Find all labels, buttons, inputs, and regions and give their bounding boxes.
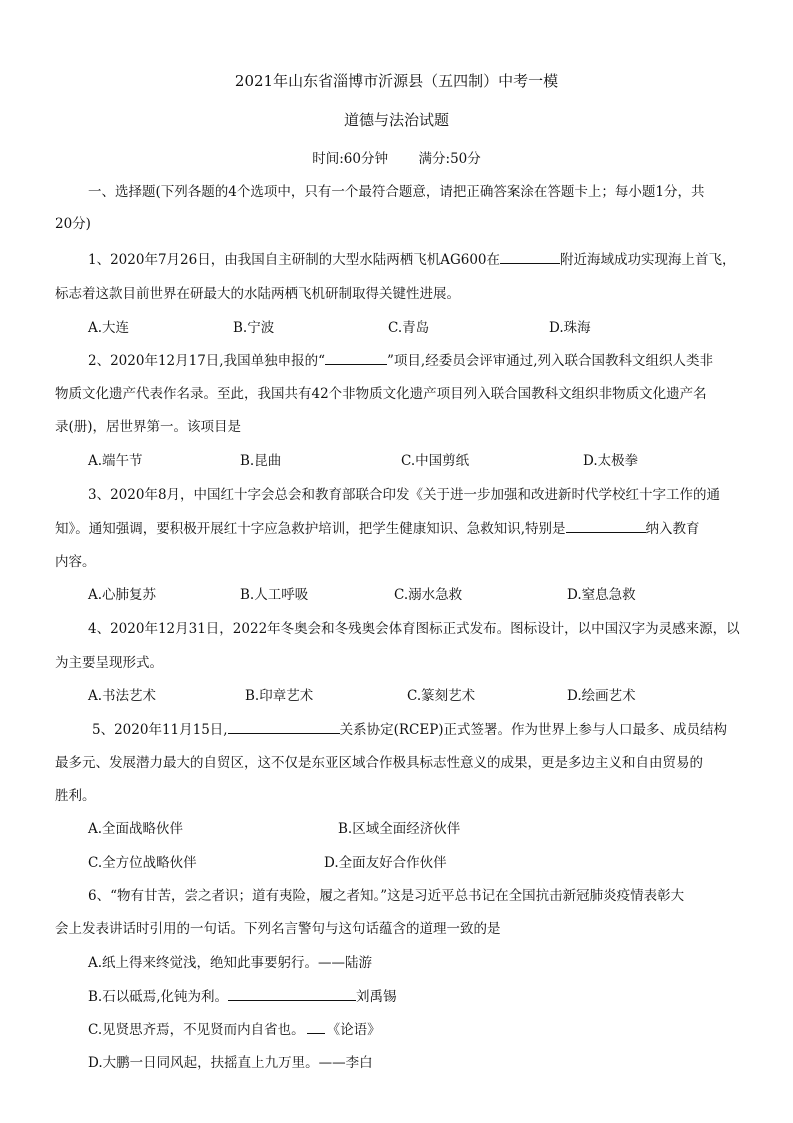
q3-line2 (55, 517, 745, 537)
q4-option-a: A.书法艺术 (88, 688, 157, 704)
q6-option-c (88, 1018, 381, 1038)
section-1-heading-line2: 20分) (55, 216, 91, 232)
q3-blank (566, 520, 646, 533)
q4-line2: 为主要呈现形式。 (55, 655, 163, 671)
q2-line2: 物质文化遗产代表作名录。至此，我国共有42个非物质文化遗产项目列入联合国教科文组织非物质文化遗产名 (55, 386, 707, 402)
subject-title: 道德与法治试题 (343, 111, 449, 129)
q4-option-d: D.绘画艺术 (567, 688, 636, 704)
time-score-line (0, 147, 793, 167)
q3-line1: 3、2020年8月，中国红十字会总会和教育部联合印发《关于进一步加强和改进新时代学校红十字工作的通 (88, 487, 721, 503)
q2-option-a: A.端午节 (88, 453, 143, 469)
q6-option-b (88, 985, 397, 1005)
q5-line2: 最多元、发展潜力最大的自贸区，这不仅是东亚区域合作极具标志性意义的成果，更是多边主义和自由贸易的 (55, 755, 703, 771)
q5-option-d: D.全面友好合作伙伴 (324, 855, 447, 871)
q3-text-a: 知》。通知强调，要积极开展红十字应急救护培训，把学生健康知识、急救知识,特别是 (55, 521, 566, 537)
q1-blank (500, 251, 560, 264)
q1-option-a: A.大连 (88, 320, 130, 336)
q3-option-c: C.溺水急救 (394, 587, 463, 603)
q1-option-d: D.珠海 (549, 320, 591, 336)
q4-line1: 4、2020年12月31日，2022年冬奥会和冬残奥会体育图标正式发布。图标设计，以中国汉字为灵感来源，以 (88, 621, 740, 637)
q3-option-a: A.心肺复苏 (88, 587, 157, 603)
q6-option-a: A.纸上得来终觉浅，绝知此事要躬行。——陆游 (88, 955, 373, 971)
exam-time: 时间:60分钟 (312, 151, 388, 167)
q6-option-d: D.大鹏一日同风起，扶摇直上九万里。——李白 (88, 1055, 373, 1071)
q5-blank (228, 721, 340, 734)
q4-option-b: B.印章艺术 (245, 688, 314, 704)
q1-option-c: C.青岛 (388, 320, 430, 336)
q2-text-a: 2、2020年12月17日,我国单独申报的“ (88, 353, 325, 369)
q5-line3: 胜利。 (55, 788, 96, 804)
q1-option-b: B.宁波 (233, 320, 275, 336)
q2-line3: 录(册)，居世界第一。该项目是 (55, 419, 242, 435)
q6-line1: 6、“物有甘苦，尝之者识；道有夷险，履之者知。”这是习近平总书记在全国抗击新冠肺炎疫情表彰大 (88, 888, 685, 904)
q1-text-b: 附近海域成功实现海上首飞， (560, 252, 736, 268)
q6-line2: 会上发表讲话时引用的一句话。下列名言警句与这句话蕴含的道理一致的是 (55, 921, 501, 937)
q5-option-c: C.全方位战略伙伴 (88, 855, 197, 871)
q2-option-c: C.中国剪纸 (401, 453, 470, 469)
q6-option-c-text: C.见贤思齐焉，不见贤而内自省也。 (88, 1022, 305, 1038)
q6-option-b-author: 刘禹锡 (356, 989, 397, 1005)
q4-option-c: C.篆刻艺术 (407, 688, 476, 704)
q3-line3: 内容。 (55, 554, 96, 570)
section-1-heading-line1: 一、选择题(下列各题的4个选项中，只有一个最符合题意，请把正确答案涂在答题卡上；每小题1分，共 (88, 184, 705, 200)
q5-text-a: 5、2020年11月15日, (92, 722, 228, 738)
q2-line1 (88, 349, 778, 369)
q1-text-a: 1、2020年7月26日，由我国自主研制的大型水陆两栖飞机AG600在 (88, 252, 501, 268)
q1-line2: 标志着这款目前世界在研最大的水陆两栖飞机研制取得关键性进展。 (55, 286, 460, 302)
q6-option-b-text: B.石以砥焉,化钝为利。 (88, 989, 229, 1005)
exam-score: 满分:50分 (418, 151, 481, 167)
q6-option-b-blank (228, 988, 356, 1001)
q1-line1 (88, 248, 778, 268)
q6-option-c-source: 《论语》 (326, 1022, 381, 1038)
q5-line1 (92, 718, 782, 738)
q5-option-a: A.全面战略伙伴 (88, 821, 184, 837)
q2-blank (325, 352, 387, 365)
q6-option-c-blank (307, 1021, 325, 1034)
q3-text-b: 纳入教育 (645, 521, 700, 537)
q2-text-b: ”项目,经委员会评审通过,列入联合国教科文组织人类非 (387, 353, 713, 369)
q5-text-b: 关系协定(RCEP)正式签署。作为世界上参与人口最多、成员结构 (339, 722, 728, 738)
q2-option-d: D.太极拳 (583, 453, 639, 469)
exam-title: 2021年山东省淄博市沂源县（五四制）中考一模 (234, 72, 559, 90)
q3-option-b: B.人工呼吸 (240, 587, 309, 603)
q3-option-d: D.窒息急救 (567, 587, 636, 603)
q2-option-b: B.昆曲 (240, 453, 282, 469)
q5-option-b: B.区域全面经济伙伴 (338, 821, 461, 837)
